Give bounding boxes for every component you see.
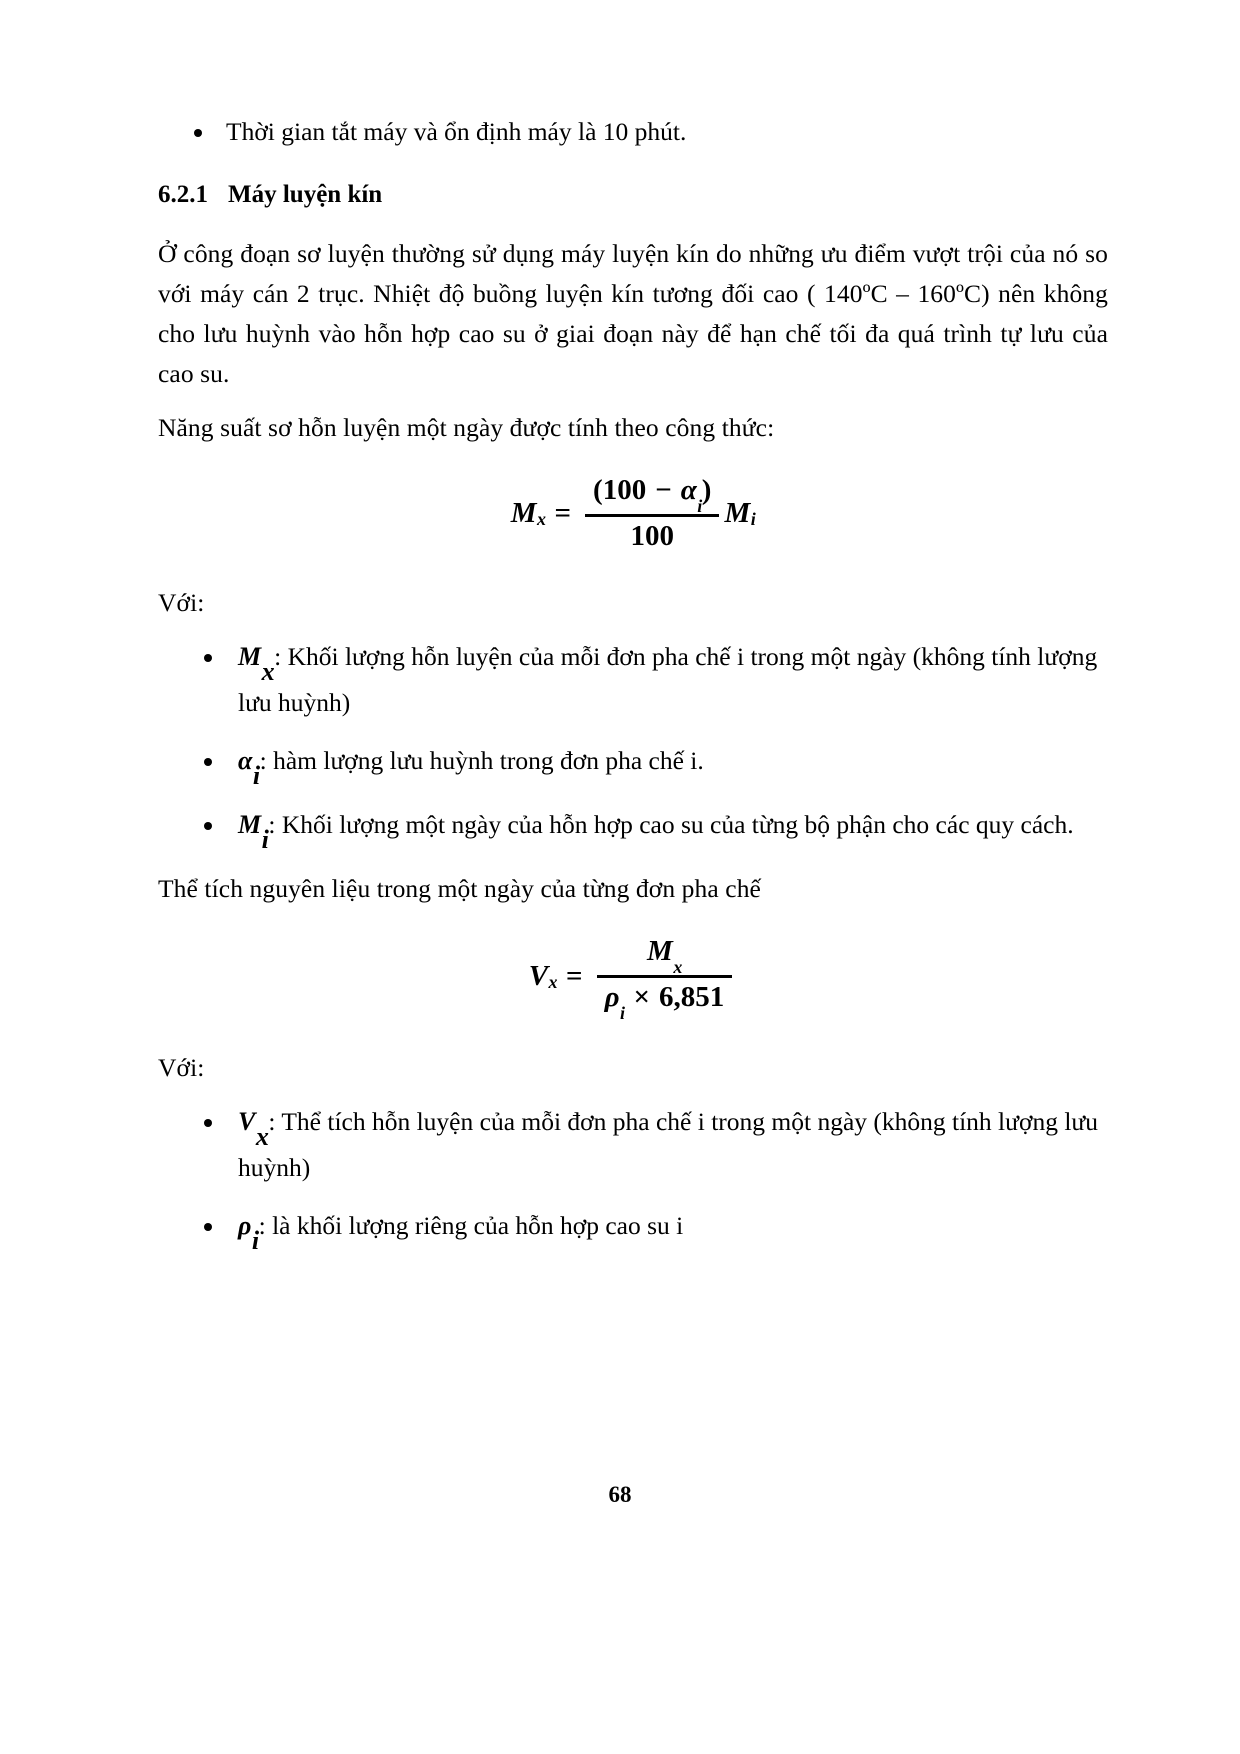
list-item	[158, 112, 1108, 152]
section-title: Máy luyện kín	[228, 181, 383, 208]
paragraph-intro: Ở công đoạn sơ luyện thường sử dụng máy luyện kín do những ưu điểm vượt trội của nó so với máy cán 2 trục. Nhiệt độ buồng luyện kín tương đối cao ( 140ºC – 160ºC) nên không cho lưu huỳnh vào hỗn hợp cao su ở giai đoạn này để hạn chế tối đa quá trình tự lưu của cao su.	[158, 239, 1108, 388]
formula-mx-fraction	[585, 474, 719, 553]
top-bullet-list	[158, 112, 1108, 152]
definition-variable: M	[238, 641, 262, 671]
definition-variable: ρ	[238, 1210, 252, 1240]
formula-vx-equals: =	[566, 959, 583, 992]
definition-variable-sub: i	[261, 824, 269, 854]
definition-variable-sub: x	[255, 1121, 269, 1151]
numerator-mx-sub: x	[673, 956, 683, 977]
definition-text: : là khối lượng riêng của hỗn hợp cao su i	[258, 1210, 684, 1240]
paragraph-volume-intro: Thể tích nguyên liệu trong một ngày của từng đơn pha chế	[158, 874, 761, 904]
numerator-mx-var: M	[647, 935, 673, 968]
with-label-1: Với:	[158, 587, 205, 617]
formula-mx-numerator	[585, 474, 719, 514]
formula-mx-equals: =	[554, 496, 572, 529]
formula-vx-lhs: V	[528, 959, 549, 992]
list-item	[158, 1206, 1108, 1255]
definition-text: : Khối lượng hỗn luyện của mỗi đơn pha chế i trong một ngày (không tính lượng lưu huỳnh)	[238, 641, 1098, 717]
formula-vx-fraction	[597, 935, 733, 1023]
list-item	[158, 805, 1108, 854]
definition-variable: V	[238, 1106, 256, 1136]
numerator-hundred: 100	[602, 474, 647, 506]
formula-mx-trailing-var: M	[724, 496, 751, 529]
definition-variable-sub: i	[252, 760, 261, 790]
definition-variable-sub: x	[261, 656, 275, 686]
formula-mx-lhs: M	[510, 496, 537, 529]
definition-text: : Khối lượng một ngày của hỗn hợp cao su của từng bộ phận cho các quy cách.	[268, 809, 1074, 839]
definition-text: : Thể tích hỗn luyện của mỗi đơn pha chế i trong một ngày (không tính lượng lưu huỳnh)	[238, 1106, 1098, 1182]
definition-variable: M	[238, 809, 262, 839]
definition-list-1	[158, 637, 1108, 854]
formula-vx-expression	[528, 935, 738, 1023]
definition-variable: α	[238, 745, 253, 775]
list-item	[158, 741, 1108, 790]
rho-symbol: ρ	[604, 980, 620, 1013]
definition-text: : hàm lượng lưu huỳnh trong đơn pha chế i.	[259, 745, 704, 775]
denominator-value: 6,851	[659, 980, 725, 1013]
minus-operator: −	[655, 474, 672, 506]
formula-vx	[158, 935, 1108, 1023]
formula-mx-trailing-sub: i	[750, 509, 756, 529]
formula-mx-expression	[511, 474, 756, 553]
formula-mx-denominator: 100	[630, 519, 674, 552]
section-number: 6.2.1	[158, 181, 208, 208]
formula-vx-denominator	[597, 978, 733, 1023]
with-label-2: Với:	[158, 1052, 205, 1082]
paren-close: )	[701, 474, 712, 506]
alpha-symbol: α	[680, 474, 697, 506]
page-number: 68	[608, 1482, 632, 1507]
paren-open: (	[593, 474, 603, 506]
alpha-subscript: i	[697, 495, 703, 516]
top-bullet-text: Thời gian tắt máy và ổn định máy là 10 phút.	[226, 117, 687, 146]
paragraph-formula-intro: Năng suất sơ hỗn luyện một ngày được tính theo công thức:	[158, 413, 775, 442]
formula-vx-lhs-sub: x	[548, 971, 558, 992]
page-content	[158, 112, 1108, 1270]
list-item	[158, 637, 1108, 723]
times-operator: ×	[633, 980, 651, 1013]
definition-variable-sub: i	[251, 1225, 260, 1255]
definition-list-2	[158, 1102, 1108, 1255]
formula-mx	[158, 474, 1108, 553]
rho-subscript: i	[620, 1002, 626, 1023]
formula-vx-numerator	[639, 935, 690, 975]
section-heading	[158, 178, 1108, 212]
formula-mx-lhs-sub: x	[537, 509, 547, 529]
list-item	[158, 1102, 1108, 1188]
